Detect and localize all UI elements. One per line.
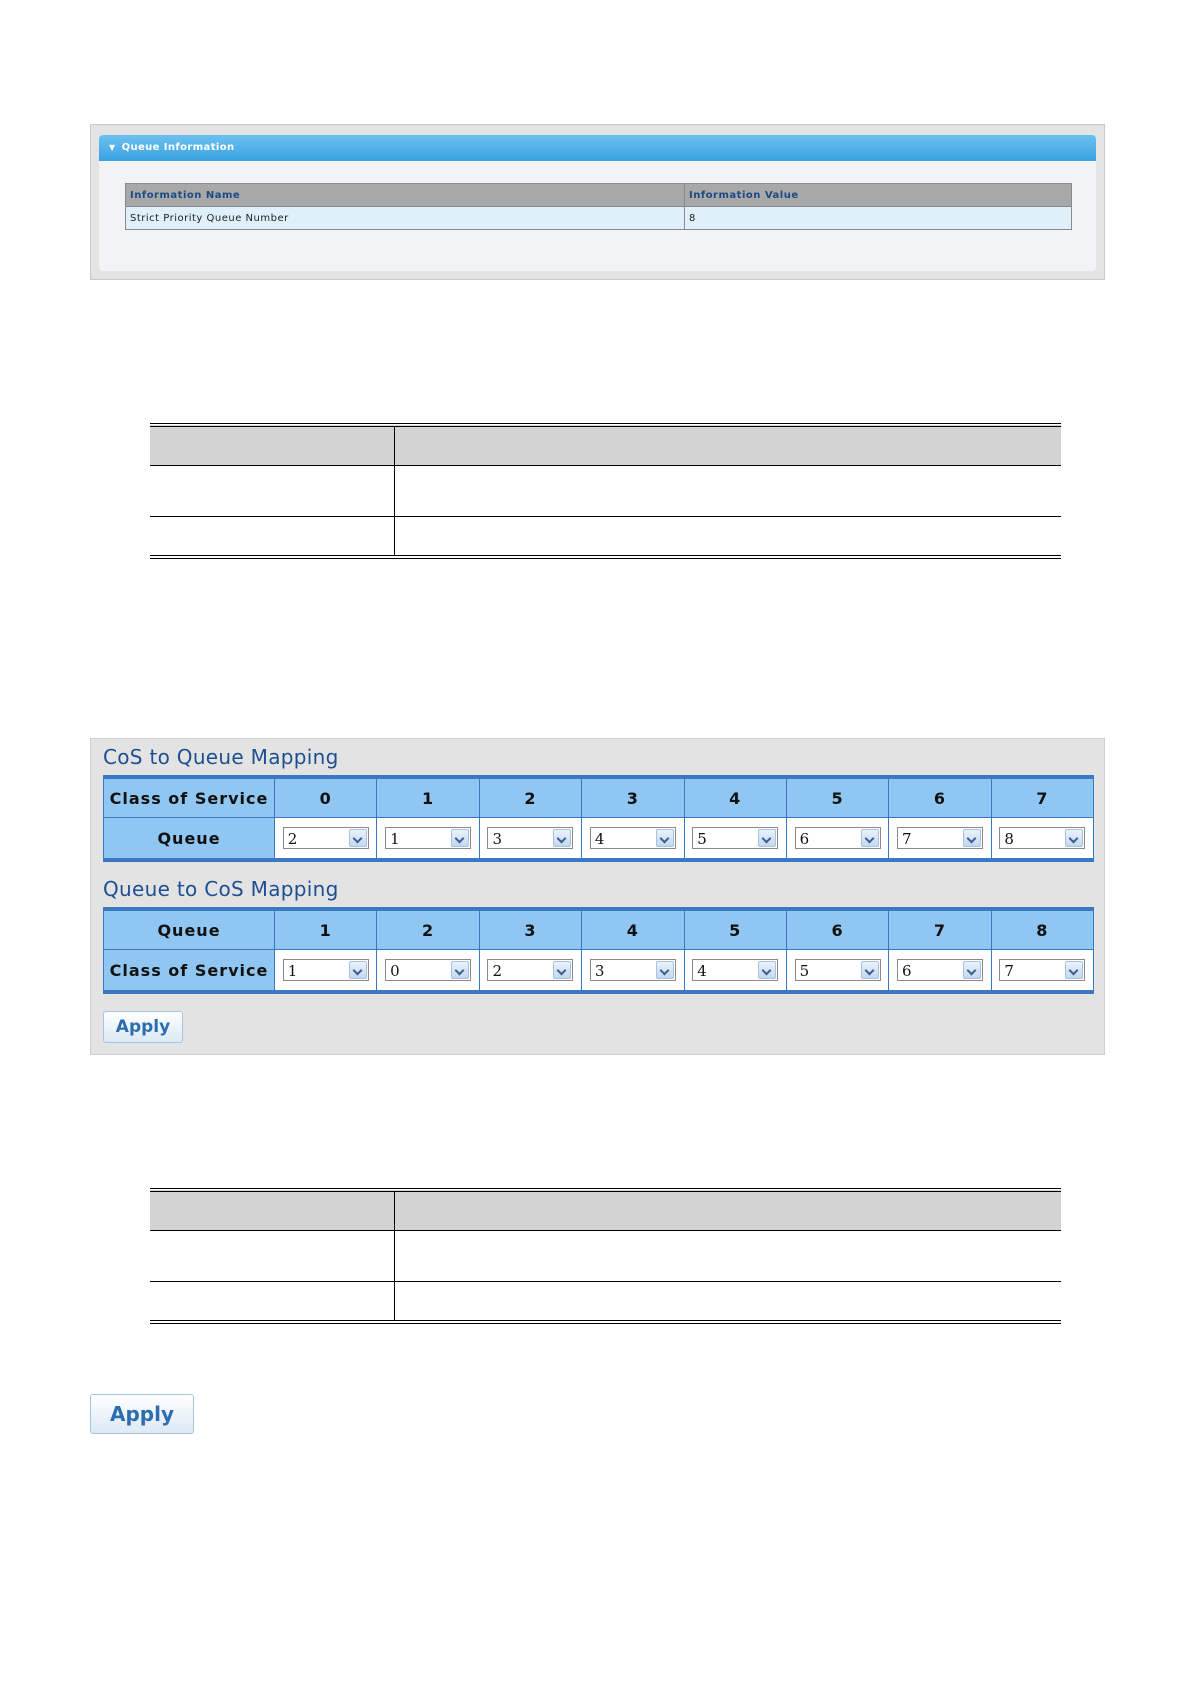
chevron-down-icon[interactable]	[451, 961, 469, 979]
description-table-1	[150, 423, 1061, 559]
cos-select-queue-7[interactable]: 6	[897, 959, 983, 981]
table-row	[126, 207, 1072, 230]
queue-column-2: 2	[377, 909, 479, 950]
cos-column-4: 4	[684, 777, 786, 818]
cos-select-queue-2[interactable]: 0	[385, 959, 471, 981]
queue-column-4: 4	[582, 909, 684, 950]
cos-column-6: 6	[889, 777, 991, 818]
cos-column-0: 0	[275, 777, 377, 818]
table-row	[150, 466, 1061, 517]
cos-column-2: 2	[479, 777, 581, 818]
cos-select-queue-4[interactable]: 3	[590, 959, 676, 981]
table-row	[150, 1231, 1061, 1282]
apply-button[interactable]: Apply	[103, 1011, 183, 1043]
collapse-triangle-icon[interactable]: ▼	[109, 143, 116, 152]
cos-select-queue-1[interactable]: 1	[283, 959, 369, 981]
queue-select-cos-1[interactable]: 1	[385, 827, 471, 849]
cos-select-queue-8[interactable]: 7	[999, 959, 1085, 981]
table-header-row	[150, 425, 1061, 466]
queue-column-1: 1	[275, 909, 377, 950]
chevron-down-icon[interactable]	[349, 961, 367, 979]
column-header-information-value: Information Value	[685, 184, 1072, 207]
cos-column-5: 5	[786, 777, 888, 818]
queue-information-title: Queue Information	[121, 142, 235, 153]
row-label-queue: Queue	[104, 818, 275, 861]
queue-column-5: 5	[684, 909, 786, 950]
chevron-down-icon[interactable]	[553, 829, 571, 847]
queue-information-panel	[90, 124, 1105, 280]
chevron-down-icon[interactable]	[1065, 961, 1083, 979]
chevron-down-icon[interactable]	[451, 829, 469, 847]
row-label-queue: Queue	[104, 909, 275, 950]
queue-information-body	[99, 135, 1096, 271]
cos-select-queue-3[interactable]: 2	[487, 959, 573, 981]
cos-select-queue-6[interactable]: 5	[795, 959, 881, 981]
chevron-down-icon[interactable]	[963, 829, 981, 847]
queue-column-3: 3	[479, 909, 581, 950]
cos-column-3: 3	[582, 777, 684, 818]
queue-select-cos-4[interactable]: 5	[692, 827, 778, 849]
chevron-down-icon[interactable]	[963, 961, 981, 979]
queue-information-table	[125, 183, 1072, 230]
table-row	[150, 517, 1061, 558]
table-row	[150, 1282, 1061, 1323]
queue-to-cos-title: Queue to CoS Mapping	[103, 877, 339, 901]
queue-information-header[interactable]	[99, 135, 1096, 161]
queue-select-cos-2[interactable]: 3	[487, 827, 573, 849]
description-header	[395, 1190, 1062, 1231]
queue-select-cos-7[interactable]: 8	[999, 827, 1085, 849]
queue-select-cos-6[interactable]: 7	[897, 827, 983, 849]
queue-to-cos-select-row	[104, 950, 1094, 993]
table-header-row	[150, 1190, 1061, 1231]
queue-select-cos-3[interactable]: 4	[590, 827, 676, 849]
chevron-down-icon[interactable]	[861, 829, 879, 847]
cos-mapping-panel	[90, 738, 1105, 1055]
row-label-class-of-service: Class of Service	[104, 950, 275, 993]
description-table-2	[150, 1188, 1061, 1324]
chevron-down-icon[interactable]	[1065, 829, 1083, 847]
information-name-cell: Strict Priority Queue Number	[126, 207, 685, 230]
queue-to-cos-header-row	[104, 909, 1094, 950]
information-value-cell: 8	[685, 207, 1072, 230]
cos-to-queue-title: CoS to Queue Mapping	[103, 745, 339, 769]
cos-column-7: 7	[991, 777, 1093, 818]
chevron-down-icon[interactable]	[656, 961, 674, 979]
cos-to-queue-select-row	[104, 818, 1094, 861]
chevron-down-icon[interactable]	[656, 829, 674, 847]
chevron-down-icon[interactable]	[349, 829, 367, 847]
queue-column-8: 8	[991, 909, 1093, 950]
object-header	[150, 425, 395, 466]
queue-column-7: 7	[889, 909, 991, 950]
chevron-down-icon[interactable]	[861, 961, 879, 979]
chevron-down-icon[interactable]	[553, 961, 571, 979]
chevron-down-icon[interactable]	[758, 829, 776, 847]
queue-select-cos-0[interactable]: 2	[283, 827, 369, 849]
cos-to-queue-header-row	[104, 777, 1094, 818]
column-header-information-name: Information Name	[126, 184, 685, 207]
queue-to-cos-table	[103, 907, 1094, 994]
cos-select-queue-5[interactable]: 4	[692, 959, 778, 981]
cos-to-queue-table	[103, 775, 1094, 862]
queue-column-6: 6	[786, 909, 888, 950]
object-header	[150, 1190, 395, 1231]
table-header-row	[126, 184, 1072, 207]
description-header	[395, 425, 1062, 466]
queue-select-cos-5[interactable]: 6	[795, 827, 881, 849]
apply-button-large[interactable]: Apply	[90, 1394, 194, 1434]
row-label-class-of-service: Class of Service	[104, 777, 275, 818]
cos-column-1: 1	[377, 777, 479, 818]
chevron-down-icon[interactable]	[758, 961, 776, 979]
